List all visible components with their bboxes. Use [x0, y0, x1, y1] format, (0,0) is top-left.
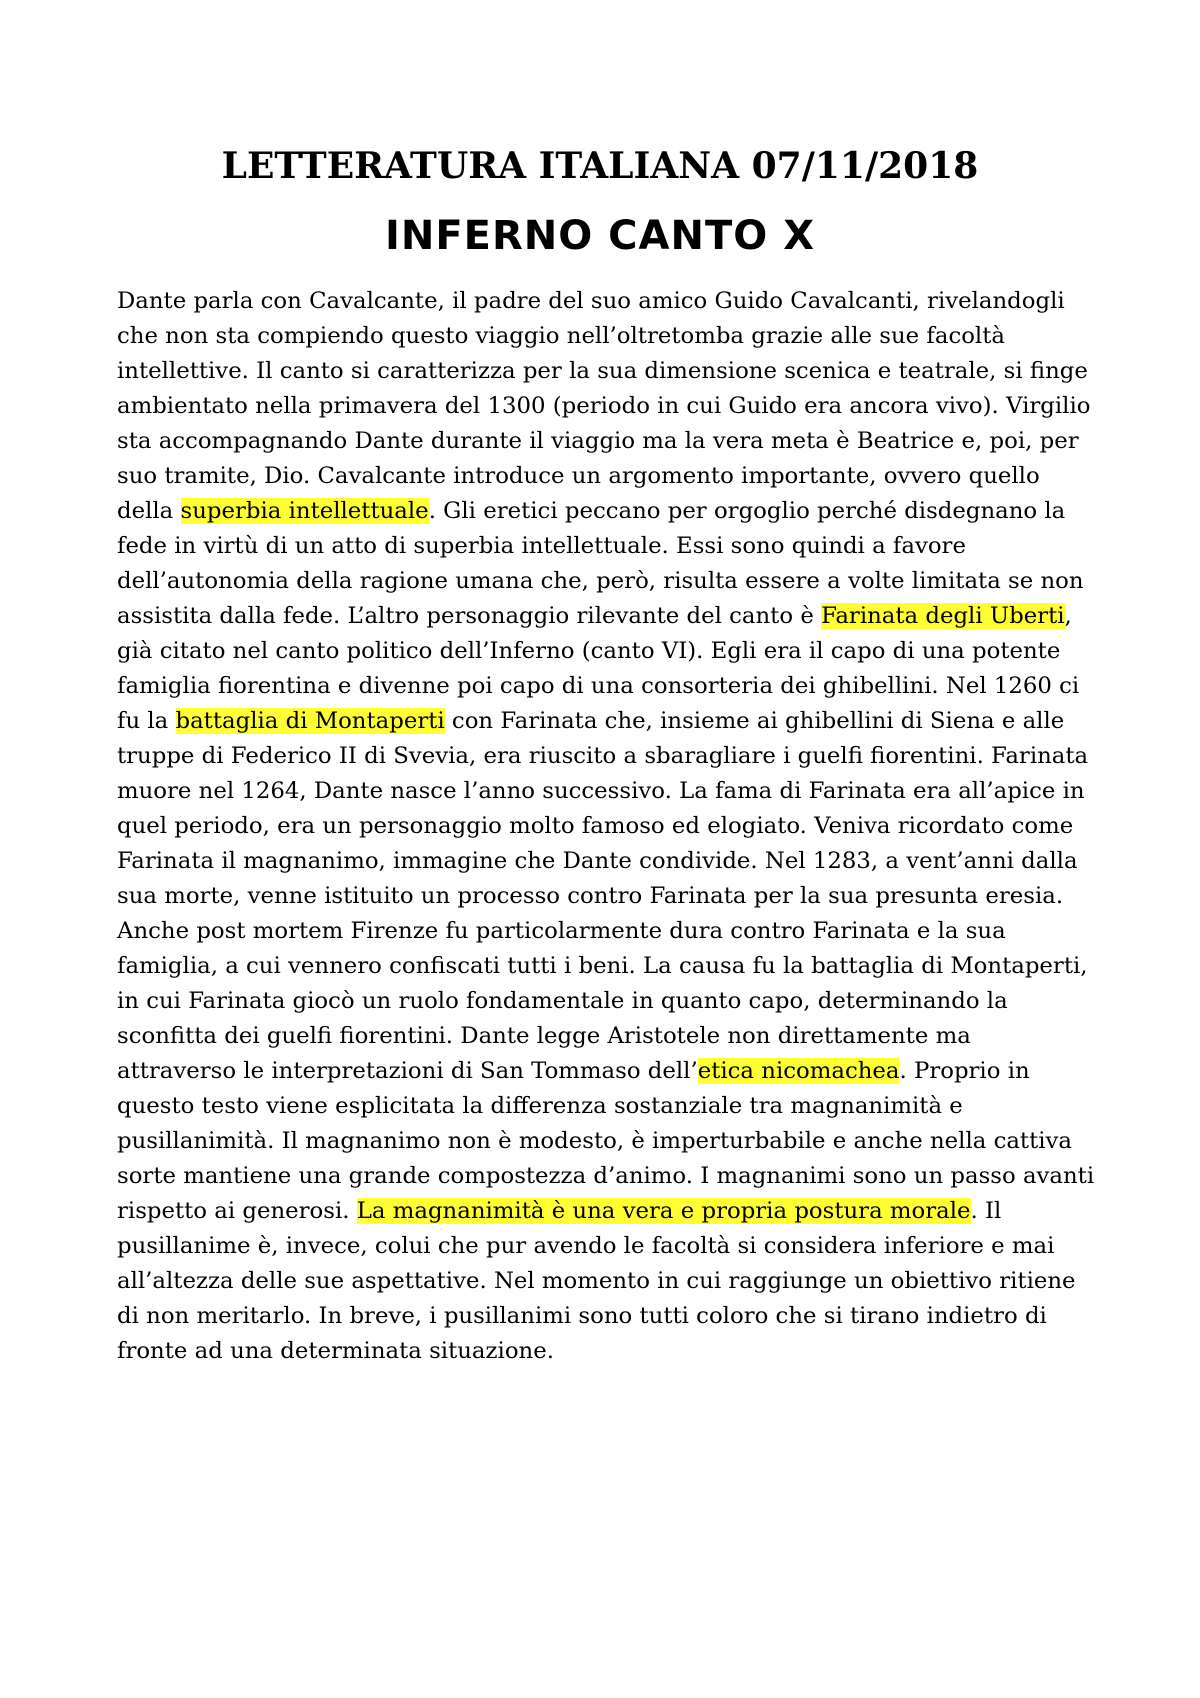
- text-segment: Dante parla con Cavalcante, il padre del suo amico Guido Cavalcanti, rivelandogli che non sta compiendo questo viaggio nell’oltretomba grazie alle sue facoltà intellettive. Il canto si caratterizza per la sua dimensione scenica e teatrale, si finge ambientato nella primavera del 1300 (periodo in cui Guido era ancora vivo). Virgilio sta accompagnando Dante durante il viaggio ma la vera meta è Beatrice e, poi, per suo tramite, Dio. Cavalcante introduce un argomento importante, ovvero quello della: [117, 288, 1091, 524]
- text-segment: con Farinata che, insieme ai ghibellini di Siena e alle truppe di Federico II di Svevia, era riuscito a sbaragliare i guelfi fiorentini. Farinata muore nel 1264, Dante nasce l’anno successivo. La fama di Farinata era all’apice in quel periodo, era un personaggio molto famoso ed elogiato. Veniva ricordato come Farinata il magnanimo, immagine che Dante condivide. Nel 1283, a vent’anni dalla sua morte, venne istituito un processo contro Farinata per la sua presunta eresia. Anche post mortem Firenze fu particolarmente dura contro Farinata e la sua famiglia, a cui vennero confiscati tutti i beni. La causa fu la battaglia di Montaperti, in cui Farinata giocò un ruolo fondamentale in quanto capo, determinando la sconfitta dei guelfi fiorentini. Dante legge Aristotele non direttamente ma attraverso le interpretazioni di San Tommaso dell’: [117, 708, 1089, 1084]
- highlighted-text: etica nicomachea: [697, 1058, 900, 1084]
- text-segment: . Proprio in questo testo viene esplicitata la differenza sostanziale tra magnanimità e pusillanimità. Il magnanimo non è modesto, è imperturbabile e anche nella cattiva sorte mantiene una grande compostezza d’animo. I magnanimi sono un passo avanti rispetto ai generosi.: [117, 1058, 1095, 1224]
- highlighted-text: La magnanimità è una vera e propria postura morale: [356, 1198, 971, 1224]
- text-segment: . Il pusillanime è, invece, colui che pur avendo le facoltà si considera inferiore e mai all’altezza delle sue aspettative. Nel momento in cui raggiunge un obiettivo ritiene di non meritarlo. In breve, i pusillanimi sono tutti coloro che si tirano indietro di fronte ad una determinata situazione.: [117, 1198, 1076, 1364]
- text-segment: . Gli eretici peccano per orgoglio perché disdegnano la fede in virtù di un atto di superbia intellettuale. Essi sono quindi a favore dell’autonomia della ragione umana che, però, risulta essere a volte limitata se non assistita dalla fede. L’altro personaggio rilevante del canto è: [117, 498, 1084, 629]
- text-segment: , già citato nel canto politico dell’Inferno (canto VI). Egli era il capo di una potente famiglia fiorentina e divenne poi capo di una consorteria dei ghibellini. Nel 1260 ci fu la: [117, 603, 1080, 734]
- body-paragraph: [117, 284, 1097, 1369]
- document-title: LETTERATURA ITALIANA 07/11/2018: [221, 145, 979, 187]
- document-subtitle: INFERNO CANTO X: [384, 213, 816, 259]
- highlighted-text: battaglia di Montaperti: [175, 708, 445, 734]
- highlighted-text: superbia intellettuale: [180, 498, 429, 524]
- highlighted-text: Farinata degli Uberti: [821, 603, 1065, 629]
